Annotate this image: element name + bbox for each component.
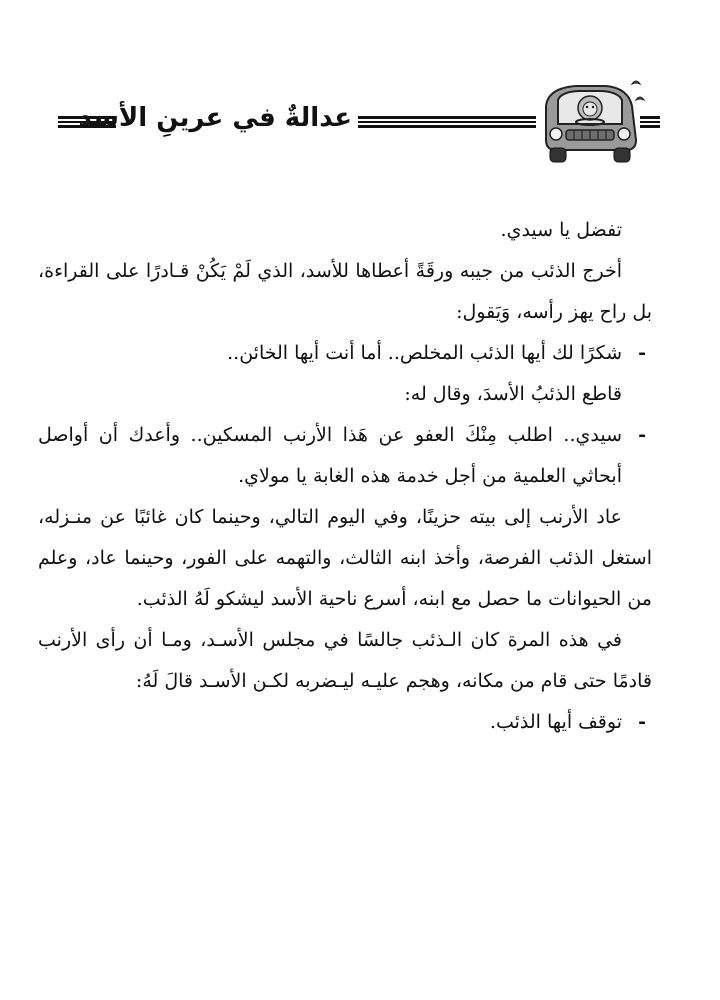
- paragraph-2: أخرج الذئب من جيبه ورقَةً أعطاها للأسد، الذي لَمْ يَكُنْ قـادرًا على القراءة، بل راح يهز رأسه، وَيَقول:: [38, 260, 652, 323]
- paragraph-4: عاد الأرنب إلى بيته حزينًا، وفي اليوم التالي، وحينما كان غائبًا عن منـزله، استغل الذئب الفرصة، وأخذ ابنه الثالث، والتهمه على الفور، وحينما عاد، وعلم من الحيوانات ما حصل مع ابنه، أسرع ناحية الأسد ليشكو لَهُ الذئب.: [38, 506, 652, 610]
- dialog-line-3: [38, 702, 652, 743]
- chapter-header: [40, 78, 680, 168]
- chapter-title: عدالةٌ في عرينِ الأسد: [78, 103, 352, 133]
- dialog-dash: -: [638, 711, 646, 733]
- header-rule-middle: [358, 116, 536, 128]
- header-rule-right: [640, 116, 660, 128]
- story-text: [38, 210, 652, 743]
- paragraph-3: قاطع الذئبُ الأسدَ، وقال له:: [404, 383, 622, 405]
- dialog-text: سيدي.. اطلب مِنْكَ العفو عن هَذا الأرنب المسكين.. وأعدك أن أواصل أبحاثي العلمية من أجل خدمة هذه الغابة يا مولاي.: [38, 424, 622, 487]
- dialog-text: شكرًا لك أيها الذئب المخلص.. أما أنت أيها الخائن..: [227, 342, 622, 364]
- lion-in-car-icon: [536, 78, 646, 168]
- dialog-dash: -: [638, 342, 646, 364]
- dialog-line-2: [38, 415, 652, 497]
- dialog-text: توقف أيها الذئب.: [489, 711, 622, 733]
- dialog-line-1: [38, 333, 652, 374]
- dialog-dash: -: [638, 424, 646, 446]
- paragraph-1: تفضل يا سيدي.: [500, 219, 622, 241]
- paragraph-5: في هذه المرة كان الـذئب جالسًا في مجلس الأسـد، ومـا أن رأى الأرنب قادمًا حتى قام من مكانه، وهجم عليـه ليـضربه لكـن الأسـد قالَ لَهُ:: [38, 629, 652, 692]
